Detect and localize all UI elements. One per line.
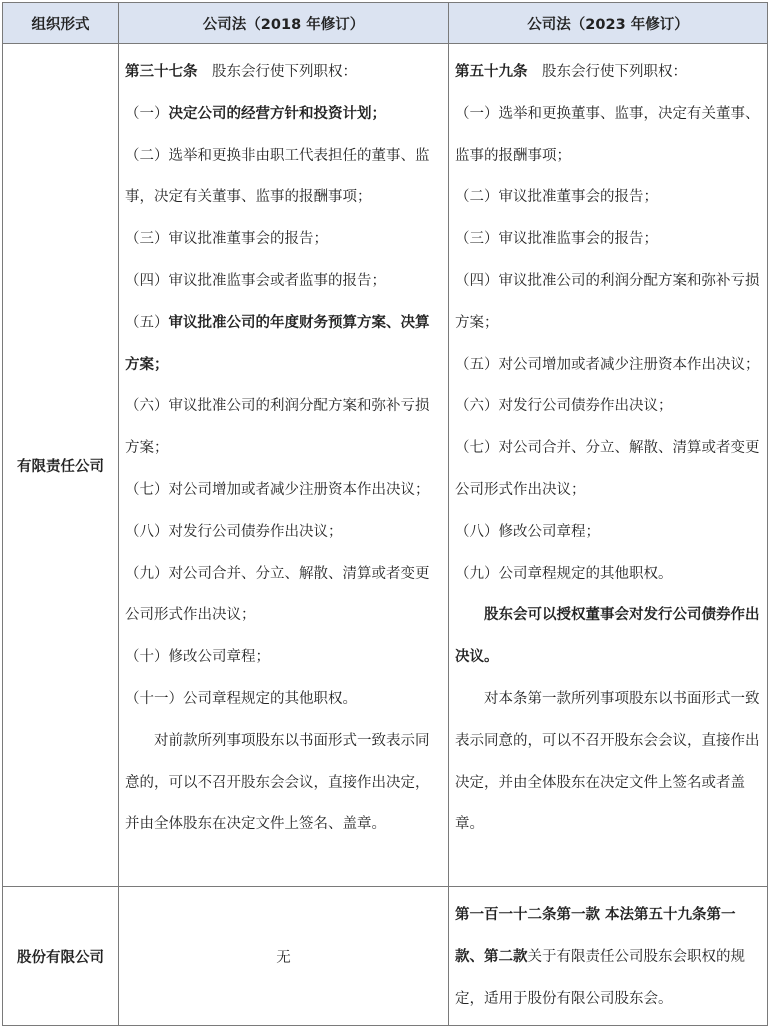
item-number: （三） [455, 231, 499, 248]
list-item [455, 94, 761, 178]
table-header [3, 3, 768, 44]
item-number: （七） [455, 440, 499, 457]
item-number: （一） [455, 105, 499, 122]
item-text: 对发行公司债券作出决议； [498, 398, 673, 415]
list-item [455, 512, 761, 554]
article-number: 第三十七条 [125, 64, 198, 80]
item-text: 对发行公司债券作出决议； [168, 523, 343, 540]
item-text: 审议批准监事会或者监事的报告； [168, 272, 386, 289]
item-number: （四） [125, 272, 169, 289]
header-law-2018: 公司法（2018 年修订） [119, 3, 449, 44]
list-item [455, 386, 761, 428]
list-item [455, 261, 761, 345]
header-row [3, 3, 768, 44]
list-item [125, 94, 442, 136]
llc-2023-cell [449, 44, 768, 887]
item-text-bold: 审议批准公司的年度财务预算方案、决算方案； [125, 314, 430, 373]
article-112-paragraph [455, 895, 761, 1020]
article-text: 关于有限责任公司股东会职权的规定，适用于股份有限公司股东会。 [455, 948, 745, 1007]
item-number: （六） [125, 398, 169, 415]
list-item [455, 554, 761, 596]
item-text: 对公司增加或者减少注册资本作出决议； [498, 356, 760, 373]
item-text: 选举和更换董事、监事，决定有关董事、监事的报酬事项； [455, 105, 760, 164]
item-number: （四） [455, 272, 499, 289]
list-item [125, 303, 442, 387]
item-text: 审议批准公司的利润分配方案和弥补亏损方案； [125, 398, 430, 457]
item-text: 修改公司章程； [168, 649, 270, 666]
item-text: 对公司合并、分立、解散、清算或者变更公司形式作出决议； [125, 565, 430, 624]
item-text: 修改公司章程； [498, 523, 600, 540]
item-text-bold: 决定公司的经营方针和投资计划； [168, 105, 386, 122]
comparison-table [2, 2, 768, 1026]
list-item [455, 219, 761, 261]
item-text: 审议批准监事会的报告； [498, 231, 658, 248]
item-number: （五） [455, 356, 499, 373]
item-text: 审议批准董事会的报告； [498, 189, 658, 206]
item-number: （二） [455, 189, 499, 206]
list-item [125, 136, 442, 220]
item-number: （五） [125, 314, 169, 331]
list-item [125, 386, 442, 470]
item-number: （九） [125, 565, 169, 582]
list-item [125, 554, 442, 638]
item-number: （十） [125, 649, 169, 666]
item-text: 选举和更换非由职工代表担任的董事、监事，决定有关董事、监事的报酬事项； [125, 147, 430, 206]
list-item [125, 261, 442, 303]
item-number: （六） [455, 398, 499, 415]
list-item [125, 637, 442, 679]
list-item [455, 345, 761, 387]
article-37-heading [125, 52, 442, 94]
list-item [125, 470, 442, 512]
table-row-joint-stock [3, 887, 768, 1026]
joint-stock-2023-cell [449, 887, 768, 1026]
list-item [455, 177, 761, 219]
list-item [125, 512, 442, 554]
item-text: 对公司增加或者减少注册资本作出决议； [168, 481, 430, 498]
header-law-2023: 公司法（2023 年修订） [449, 3, 768, 44]
item-number: （八） [455, 523, 499, 540]
org-form-joint-stock: 股份有限公司 [3, 887, 119, 1026]
list-item [125, 219, 442, 261]
list-item [455, 428, 761, 512]
item-number: （八） [125, 523, 169, 540]
bold-paragraph: 股东会可以授权董事会对发行公司债券作出决议。 [455, 607, 760, 666]
llc-2018-cell [119, 44, 449, 887]
item-number: （一） [125, 105, 169, 122]
org-form-llc: 有限责任公司 [3, 44, 119, 887]
table-row-llc [3, 44, 768, 887]
item-text: 对公司合并、分立、解散、清算或者变更公司形式作出决议； [455, 440, 760, 498]
item-number: （九） [455, 565, 499, 582]
closing-paragraph: 对本条第一款所列事项股东以书面形式一致表示同意的，可以不召开股东会会议，直接作出决定，并由全体股东在决定文件上签名或者盖章。 [455, 690, 760, 833]
item-text: 公司章程规定的其他职权。 [183, 690, 357, 707]
header-org-form: 组织形式 [3, 3, 119, 44]
item-text: 审议批准公司的利润分配方案和弥补亏损方案； [455, 272, 760, 331]
article-number: 第五十九条 [455, 64, 528, 80]
article-intro: 股东会行使下列职权： [542, 64, 687, 80]
article-intro: 股东会行使下列职权： [212, 64, 357, 80]
item-text: 公司章程规定的其他职权。 [498, 565, 673, 582]
item-number: （二） [125, 147, 169, 164]
closing-paragraph: 对前款所列事项股东以书面形式一致表示同意的，可以不召开股东会会议，直接作出决定，并由全体股东在决定文件上签名、盖章。 [125, 732, 430, 833]
item-text: 审议批准董事会的报告； [168, 231, 328, 248]
joint-stock-2018-cell: 无 [119, 887, 449, 1026]
list-item [125, 679, 442, 721]
item-number: （七） [125, 481, 169, 498]
article-reference: 第一百一十二条第一款 本法第五十九条第一款、第二款 [455, 907, 736, 965]
item-number: （三） [125, 231, 169, 248]
item-number: （十一） [125, 690, 183, 707]
article-59-heading [455, 52, 761, 94]
